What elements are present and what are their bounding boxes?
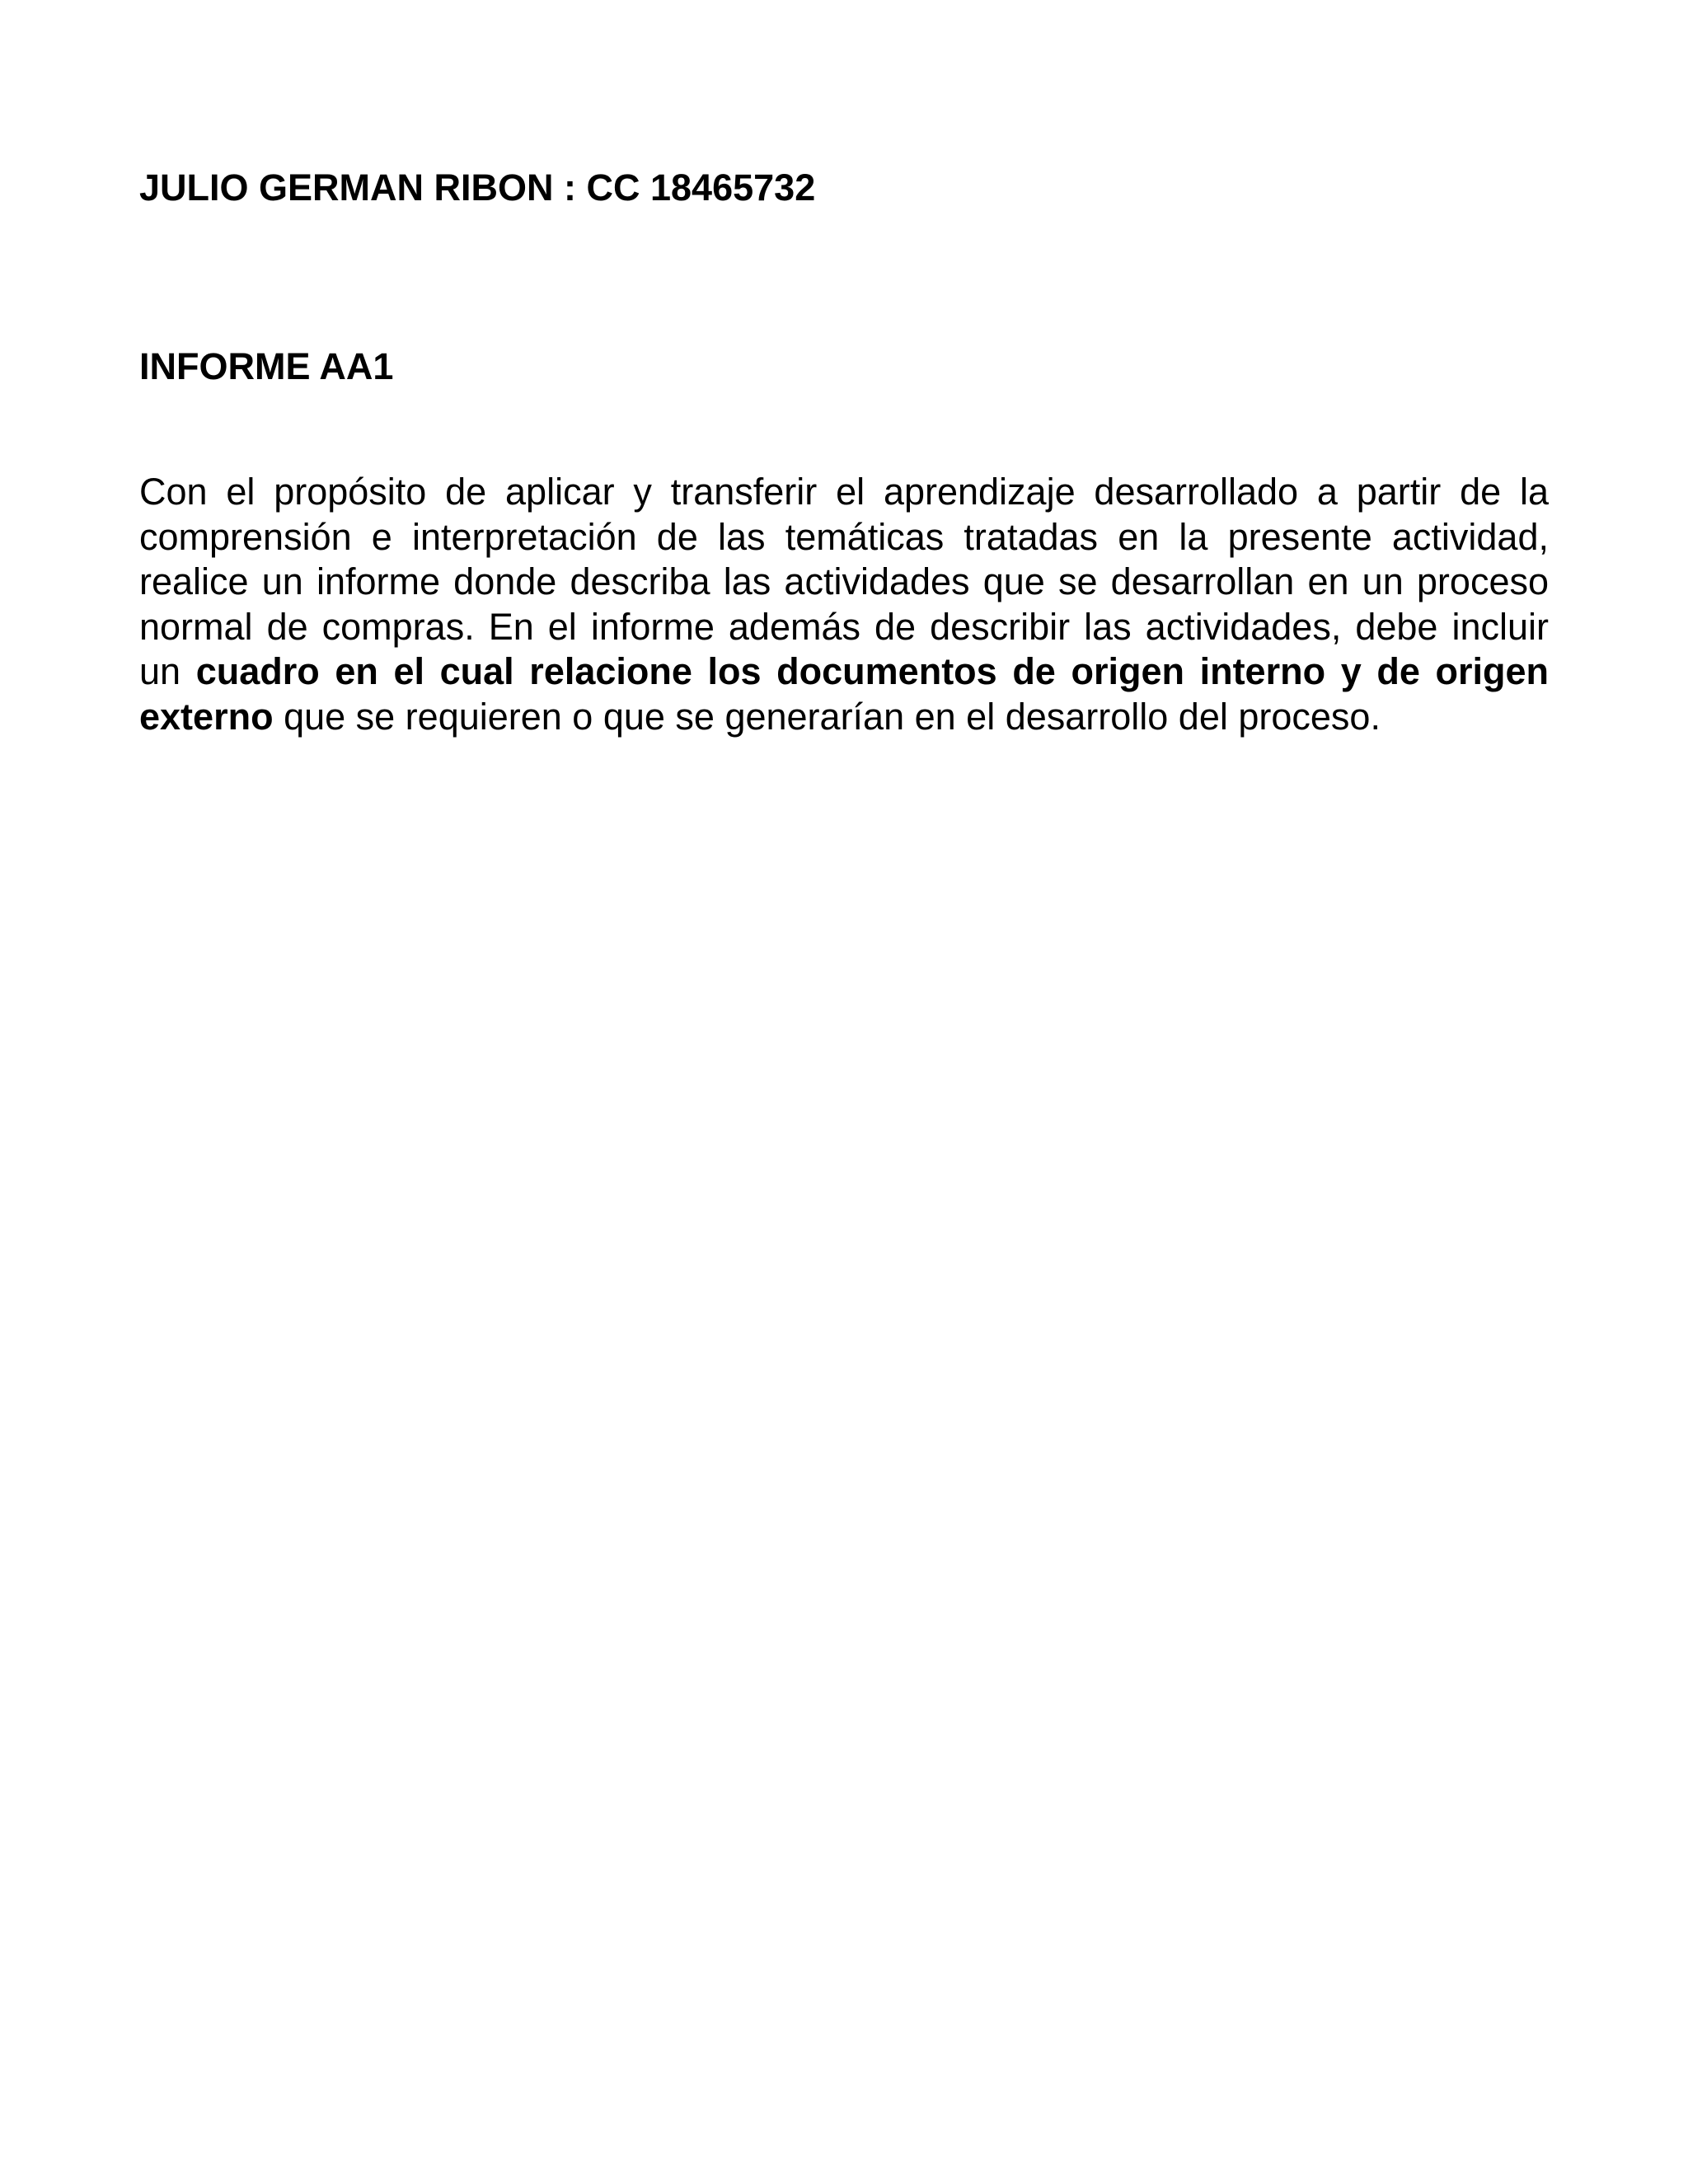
paragraph-text-before-bold: Con el propósito de aplicar y transferir el aprendizaje desarrollado a partir de la comprensión e interpretación de las temáticas tratadas en la presente actividad, realice un informe donde describa las actividades que se desarrollan en un proceso normal de compras. En el informe además de describir las actividades, debe incluir un — [139, 471, 1549, 692]
body-paragraph — [139, 470, 1549, 739]
paragraph-text-after-bold: que se requieren o que se generarían en el desarrollo del proceso. — [273, 695, 1381, 738]
paragraph-bold-text: cuadro en el cual relacione los documentos de origen interno y de origen externo — [139, 650, 1549, 738]
report-title: INFORME AA1 — [139, 345, 394, 387]
author-line: JULIO GERMAN RIBON : CC 18465732 — [139, 166, 816, 209]
